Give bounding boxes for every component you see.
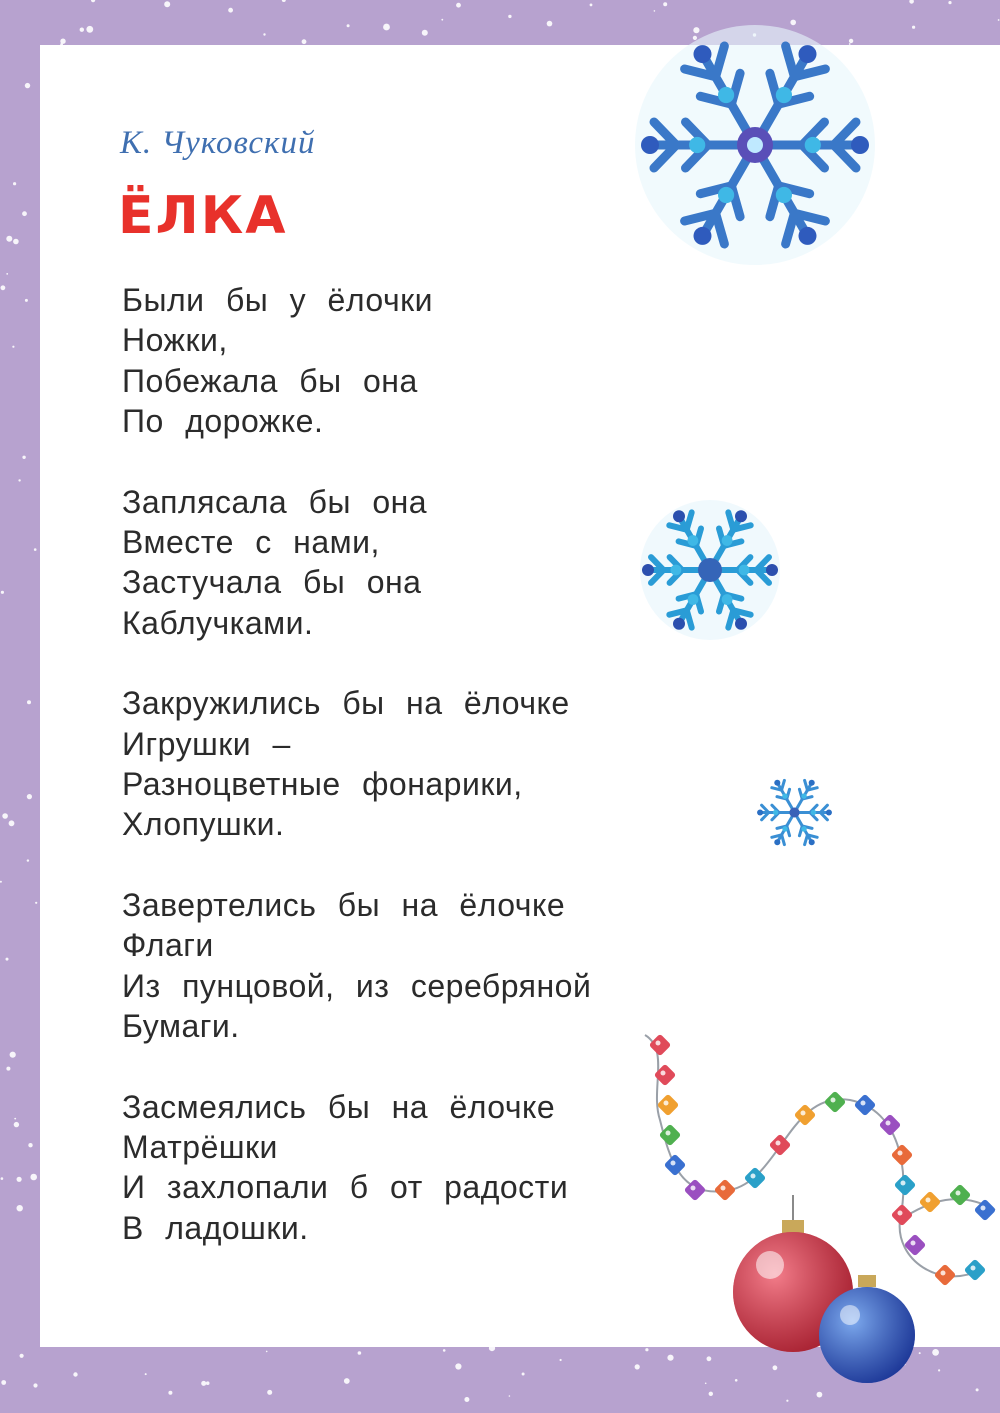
poem-line: Вместе с нами, bbox=[122, 524, 380, 561]
poem-body bbox=[122, 280, 591, 1288]
stanza bbox=[122, 280, 591, 442]
poem-line: Завертелись бы на ёлочке bbox=[122, 886, 566, 923]
poem-line: Побежала бы она bbox=[122, 362, 418, 399]
poem-line: Флаги bbox=[122, 927, 214, 964]
poem-line: Ножки, bbox=[122, 322, 228, 359]
author-name: К. Чуковский bbox=[120, 125, 316, 161]
stanza bbox=[122, 482, 591, 644]
poem-line: Разноцветные фонарики, bbox=[122, 766, 523, 803]
stanza bbox=[122, 683, 591, 845]
snowflake-icon bbox=[752, 770, 837, 855]
poem-line: Каблучками. bbox=[122, 604, 314, 641]
poem-title: ЁЛКА bbox=[118, 186, 288, 246]
poem-line: Застучала бы она bbox=[122, 564, 422, 601]
garland-icon bbox=[640, 1030, 1000, 1413]
poem-line: Хлопушки. bbox=[122, 806, 285, 843]
stanza bbox=[122, 885, 591, 1047]
poem-line: Засмеялись бы на ёлочке bbox=[122, 1088, 556, 1125]
poem-line: Игрушки – bbox=[122, 725, 291, 762]
poem-line: Заплясала бы она bbox=[122, 483, 428, 520]
poem-line: По дорожке. bbox=[122, 403, 324, 440]
stanza bbox=[122, 1087, 591, 1249]
snowflake-icon bbox=[628, 495, 793, 645]
poem-line: Закружились бы на ёлочке bbox=[122, 685, 570, 722]
poem-line: Матрёшки bbox=[122, 1128, 278, 1165]
snowflake-icon bbox=[620, 10, 890, 280]
poem-line: И захлопали б от радости bbox=[122, 1169, 569, 1206]
poem-line: Бумаги. bbox=[122, 1008, 240, 1045]
poem-line: В ладошки. bbox=[122, 1209, 309, 1246]
poem-line: Были бы у ёлочки bbox=[122, 282, 434, 318]
poem-line: Из пунцовой, из серебряной bbox=[122, 967, 592, 1004]
